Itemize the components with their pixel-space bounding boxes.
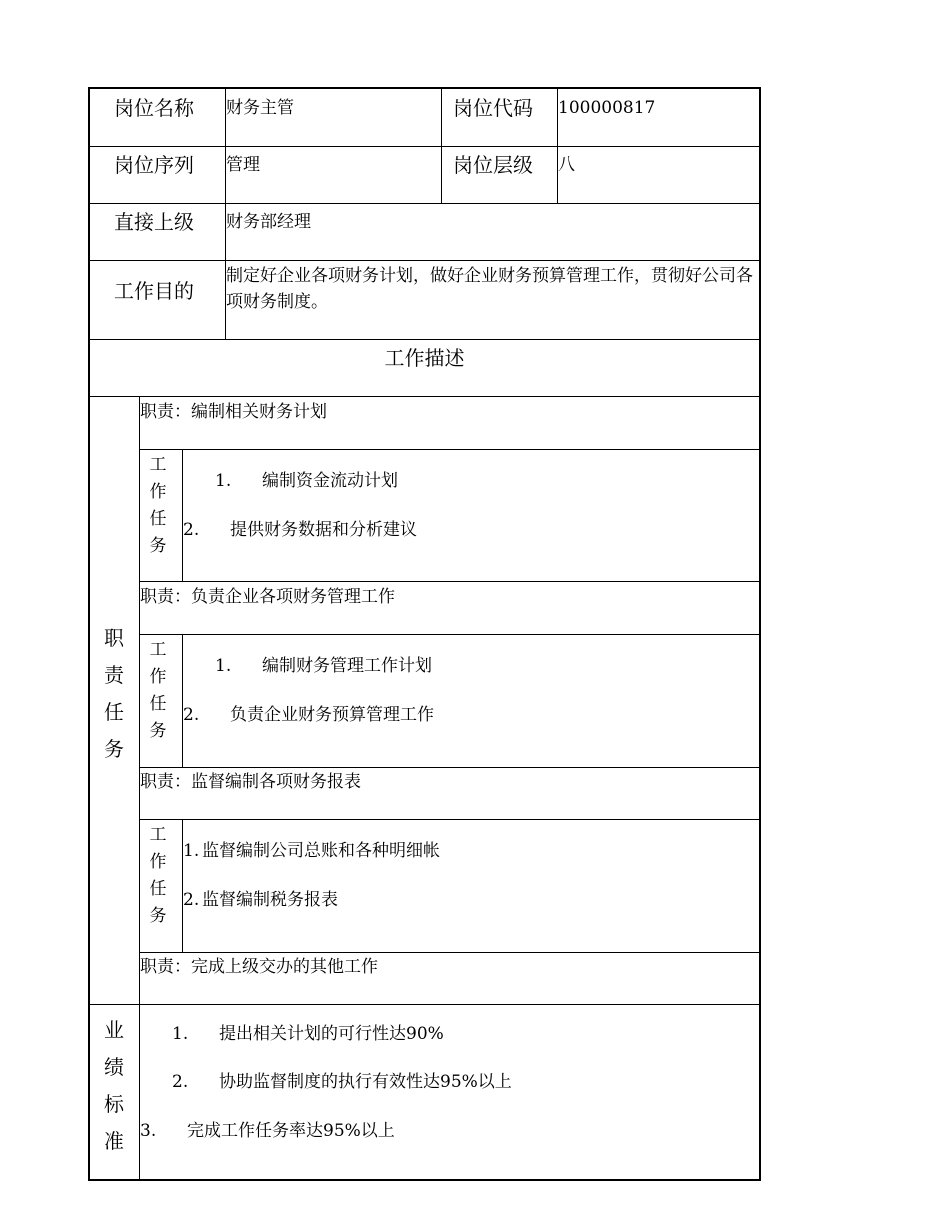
- performance-text: 协助监督制度的执行有效性达95%以上: [219, 1072, 512, 1092]
- task-text: 监督编制税务报表: [202, 890, 338, 910]
- task-label-char: 任: [149, 879, 167, 899]
- performance-label-char: 标: [104, 1092, 124, 1116]
- post-name-label: 岗位名称: [114, 96, 194, 120]
- row-divider: [139, 634, 761, 635]
- supervisor-label: 直接上级: [114, 210, 194, 234]
- duties-label-char: 任: [104, 700, 124, 724]
- task-text: 负责企业财务预算管理工作: [230, 705, 434, 725]
- duties-label-char: 责: [104, 663, 124, 687]
- task-item: [183, 517, 417, 543]
- task-label-char: 务: [149, 906, 167, 926]
- row-divider: [88, 203, 761, 204]
- task-label-char: 作: [149, 667, 167, 687]
- col-divider: [441, 87, 442, 203]
- duty-title: 职责：监督编制各项财务报表: [140, 772, 361, 792]
- task-item: [215, 468, 398, 494]
- task-label-char: 任: [149, 509, 167, 529]
- task-label-char: 务: [149, 721, 167, 741]
- task-label: [148, 452, 168, 560]
- post-level-value: 八: [558, 155, 575, 175]
- duties-label: [99, 620, 129, 768]
- task-label-char: 工: [149, 455, 167, 475]
- task-text: 编制财务管理工作计划: [262, 656, 432, 676]
- performance-item: [172, 1021, 444, 1047]
- duty-title: 职责：负责企业各项财务管理工作: [140, 587, 395, 607]
- performance-label: [99, 1012, 129, 1160]
- task-label-char: 务: [149, 536, 167, 556]
- task-text: 提供财务数据和分析建议: [230, 520, 417, 540]
- row-divider: [88, 1004, 761, 1005]
- post-code-label: 岗位代码: [453, 96, 533, 120]
- purpose-label: 工作目的: [114, 279, 194, 303]
- row-divider: [88, 339, 761, 340]
- purpose-value: 制定好企业各项财务计划，做好企业财务预算管理工作，贯彻好公司各项财务制度。: [226, 266, 753, 312]
- task-number: 2.: [183, 705, 200, 725]
- performance-item: [140, 1118, 395, 1144]
- task-number: 2.: [183, 890, 200, 910]
- performance-text: 完成工作任务率达95%以上: [187, 1121, 395, 1141]
- duties-label-char: 职: [104, 626, 124, 650]
- task-label: [148, 822, 168, 930]
- section-title: 工作描述: [384, 346, 465, 370]
- task-label-char: 任: [149, 694, 167, 714]
- task-item: [215, 653, 432, 679]
- row-divider: [88, 146, 761, 147]
- post-name-value: 财务主管: [226, 98, 294, 118]
- row-divider: [88, 396, 761, 397]
- post-sequence-value: 管理: [226, 155, 260, 175]
- row-divider: [139, 952, 761, 953]
- task-item: [183, 838, 440, 864]
- row-divider: [139, 819, 761, 820]
- supervisor-value: 财务部经理: [226, 212, 311, 232]
- task-label-char: 作: [149, 482, 167, 502]
- row-divider: [139, 581, 761, 582]
- post-sequence-label: 岗位序列: [114, 153, 194, 177]
- performance-number: 2.: [172, 1072, 189, 1092]
- performance-number: 1.: [172, 1024, 189, 1044]
- task-number: 2.: [183, 520, 200, 540]
- performance-label-char: 业: [104, 1018, 124, 1042]
- duties-label-char: 务: [104, 737, 124, 761]
- task-label: [148, 637, 168, 745]
- post-level-label: 岗位层级: [453, 153, 533, 177]
- task-label-char: 工: [149, 640, 167, 660]
- task-label-char: 作: [149, 852, 167, 872]
- task-item: [183, 702, 434, 728]
- task-number: 1.: [215, 471, 232, 491]
- task-number: 1.: [215, 656, 232, 676]
- performance-label-char: 绩: [104, 1055, 124, 1079]
- performance-text: 提出相关计划的可行性达90%: [219, 1024, 444, 1044]
- task-text: 编制资金流动计划: [262, 471, 398, 491]
- duty-title: 职责：编制相关财务计划: [140, 402, 327, 422]
- row-divider: [139, 449, 761, 450]
- task-number: 1.: [183, 841, 200, 861]
- col-divider: [182, 449, 183, 581]
- row-divider: [88, 260, 761, 261]
- task-label-char: 工: [149, 825, 167, 845]
- post-code-value: 100000817: [558, 98, 656, 118]
- task-item: [183, 887, 338, 913]
- col-divider: [182, 634, 183, 767]
- performance-label-char: 准: [104, 1129, 124, 1153]
- performance-item: [172, 1069, 512, 1095]
- row-divider: [139, 767, 761, 768]
- duty-title: 职责：完成上级交办的其他工作: [140, 957, 378, 977]
- performance-number: 3.: [140, 1121, 157, 1141]
- task-text: 监督编制公司总账和各种明细帐: [202, 841, 440, 861]
